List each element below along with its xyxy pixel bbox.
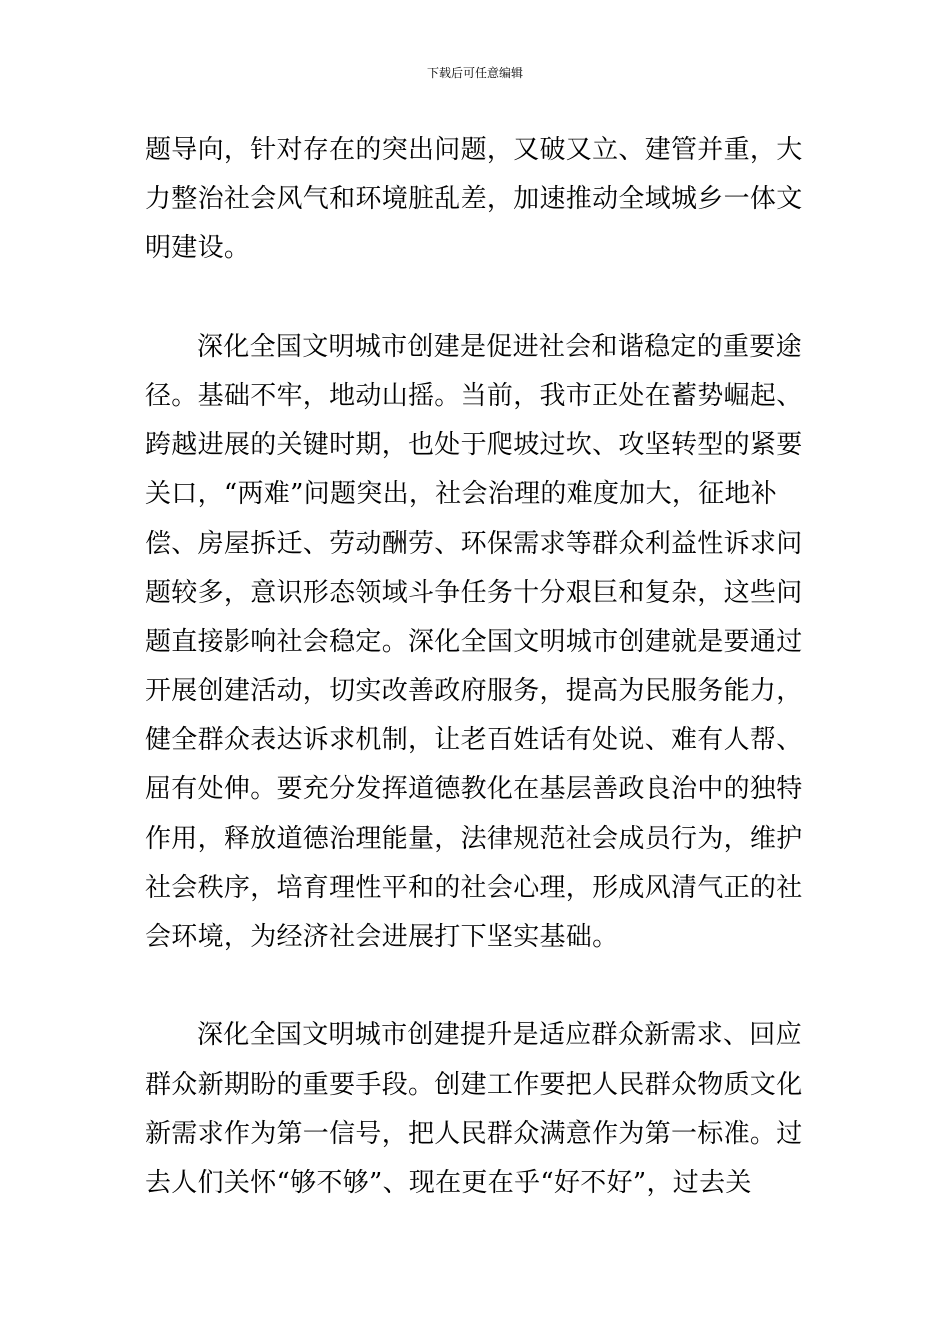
text-line: 深化全国文明城市创建是促进社会和谐稳定的重要途: [197, 331, 802, 362]
document-body: [145, 126, 809, 1208]
text-line: 健全群众表达诉求机制，让老百姓话有处说、难有人帮、: [145, 725, 803, 756]
text-line: 径。基础不牢，地动山摇。当前，我市正处在蓄势崛起、: [145, 380, 803, 411]
text-line: 社会秩序，培育理性平和的社会心理，形成风清气正的社: [145, 872, 803, 903]
paragraph-3: [145, 1011, 809, 1208]
text-line: 新需求作为第一信号，把人民群众满意作为第一标准。过: [145, 1118, 803, 1149]
paragraph-spacer: [145, 962, 809, 1011]
text-line: 屈有处伸。要充分发挥道德教化在基层善政良治中的独特: [145, 774, 803, 805]
paragraph-spacer: [145, 274, 809, 323]
text-line: 作用，释放道德治理能量，法律规范社会成员行为，维护: [145, 823, 803, 854]
text-line: 明建设。: [145, 233, 251, 264]
text-line: 力整治社会风气和环境脏乱差，加速推动全域城乡一体文: [145, 184, 803, 215]
text-line: 群众新期盼的重要手段。创建工作要把人民群众物质文化: [145, 1069, 803, 1100]
text-line: 开展创建活动，切实改善政府服务，提高为民服务能力，: [145, 676, 803, 707]
page-header: 下载后可任意编辑: [426, 66, 523, 80]
text-line: 题导向，针对存在的突出问题，又破又立、建管并重，大: [145, 135, 803, 165]
paragraph-2: [145, 323, 809, 962]
paragraph-1: [145, 126, 809, 274]
text-line: 会环境，为经济社会进展打下坚实基础。: [145, 922, 619, 952]
text-line: 跨越进展的关键时期，也处于爬坡过坎、攻坚转型的紧要: [145, 430, 803, 461]
text-line: 去人们关怀“够不够”、现在更在乎“好不好”，过去关: [145, 1167, 752, 1198]
text-line: 题较多，意识形态领域斗争任务十分艰巨和复杂，这些问: [145, 577, 803, 608]
text-line: 深化全国文明城市创建提升是适应群众新需求、回应: [197, 1020, 802, 1051]
text-line: 题直接影响社会稳定。深化全国文明城市创建就是要通过: [145, 626, 803, 657]
text-line: 关口，“两难”问题突出，社会治理的难度加大，征地补: [145, 479, 778, 510]
text-line: 偿、房屋拆迁、劳动酬劳、环保需求等群众利益性诉求问: [145, 528, 803, 559]
